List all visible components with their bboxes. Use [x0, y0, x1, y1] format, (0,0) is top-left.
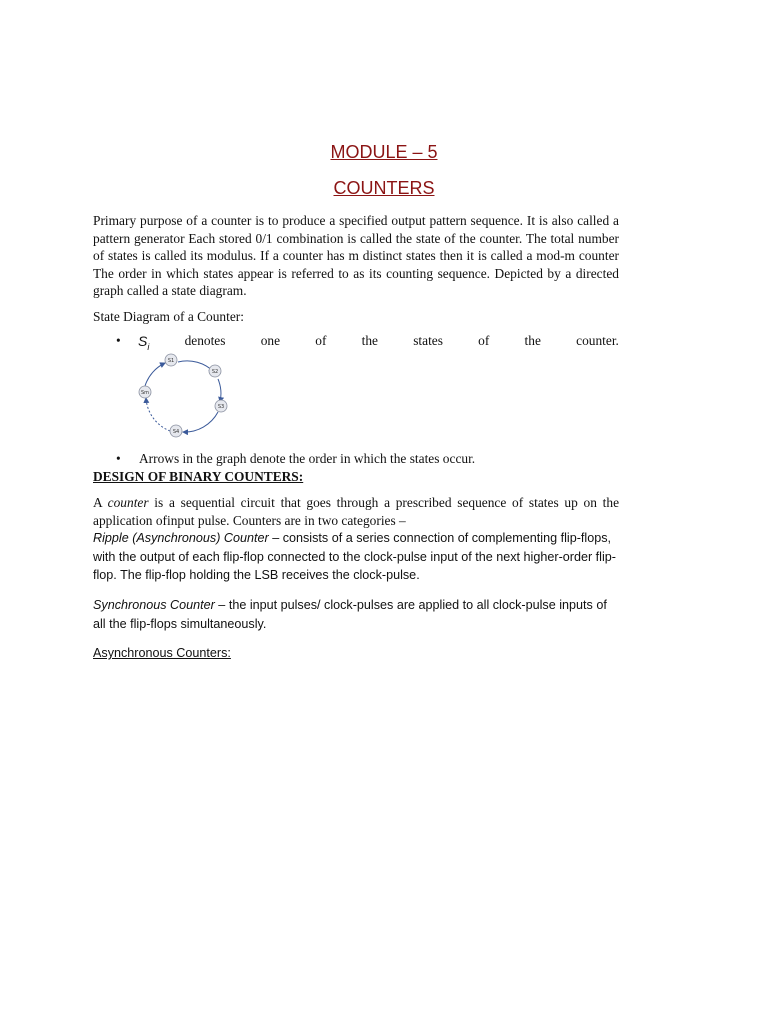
- async-counters-heading: Asynchronous Counters:: [93, 646, 231, 660]
- ripple-counter-term: Ripple (Asynchronous) Counter: [93, 531, 269, 545]
- bullet-word: denotes: [184, 333, 226, 348]
- bullet-word: of: [315, 333, 327, 348]
- svg-text:Sm: Sm: [140, 390, 150, 396]
- bullet-word: one: [260, 333, 281, 348]
- bullet-word: the: [524, 333, 541, 348]
- synchronous-counter-paragraph: Synchronous Counter – the input pulses/ clock-pulses are applied to all clock-pulse inputs of all the flip-flops simultaneously.: [93, 598, 607, 631]
- state-arrow: [178, 361, 214, 372]
- bullet-si: [116, 333, 619, 352]
- state-arrow: [218, 379, 221, 402]
- design-heading: DESIGN OF BINARY COUNTERS:: [93, 469, 304, 484]
- state-diagram: [132, 352, 242, 442]
- bullet-mark: •: [116, 451, 121, 466]
- svg-text:S2: S2: [211, 369, 219, 375]
- state-node: [165, 354, 177, 366]
- state-node: [139, 386, 151, 398]
- state-node: [209, 365, 221, 377]
- bullet-arrows-text: Arrows in the graph denote the order in which the states occur.: [139, 451, 476, 466]
- module-title: MODULE – 5: [330, 142, 438, 162]
- state-arrow: [183, 412, 218, 432]
- bullet-arrows: [116, 451, 619, 467]
- section-title: COUNTERS: [333, 178, 435, 198]
- intro-paragraph: Primary purpose of a counter is to produce a specified output pattern sequence. It is also called a pattern generator Each stored 0/1 combination is called the state of the counter. The total number of states is called its modulus. If a counter has m distinct states then it is called a mod-m counter The order in which states appear is referred to as its counting sequence. Depicted by a directed graph called a state diagram.: [93, 213, 619, 299]
- state-diagram-caption: State Diagram of a Counter:: [93, 309, 244, 324]
- state-arrow: [145, 363, 165, 386]
- state-symbol: $S_i$: [138, 333, 150, 352]
- bullet-mark: •: [116, 333, 121, 348]
- state-node: [215, 400, 227, 412]
- design-paragraph: A counter is a sequential circuit that goes through a prescribed sequence of states up on the application ofinput pulse. Counters are in two categories –: [93, 495, 620, 528]
- bullet-word: counter.: [576, 333, 619, 348]
- synchronous-counter-term: Synchronous Counter: [93, 598, 215, 612]
- bullet-si-text: [116, 333, 619, 352]
- svg-text:S4: S4: [172, 429, 180, 435]
- state-arrow: [146, 398, 170, 431]
- ripple-counter-paragraph: Ripple (Asynchronous) Counter – consists of a series connection of complementing flip-flops, with the output of each flip-flop connected to the clock-pulse input of the next higher-order flip- flop. The flip-flop holding the LSB receives the clock-pulse.: [93, 531, 616, 583]
- state-node: [170, 425, 182, 437]
- bullet-word: states: [413, 333, 443, 348]
- bullet-word: the: [361, 333, 378, 348]
- svg-text:S3: S3: [217, 404, 225, 410]
- svg-text:S1: S1: [167, 358, 175, 364]
- bullet-word: of: [478, 333, 490, 348]
